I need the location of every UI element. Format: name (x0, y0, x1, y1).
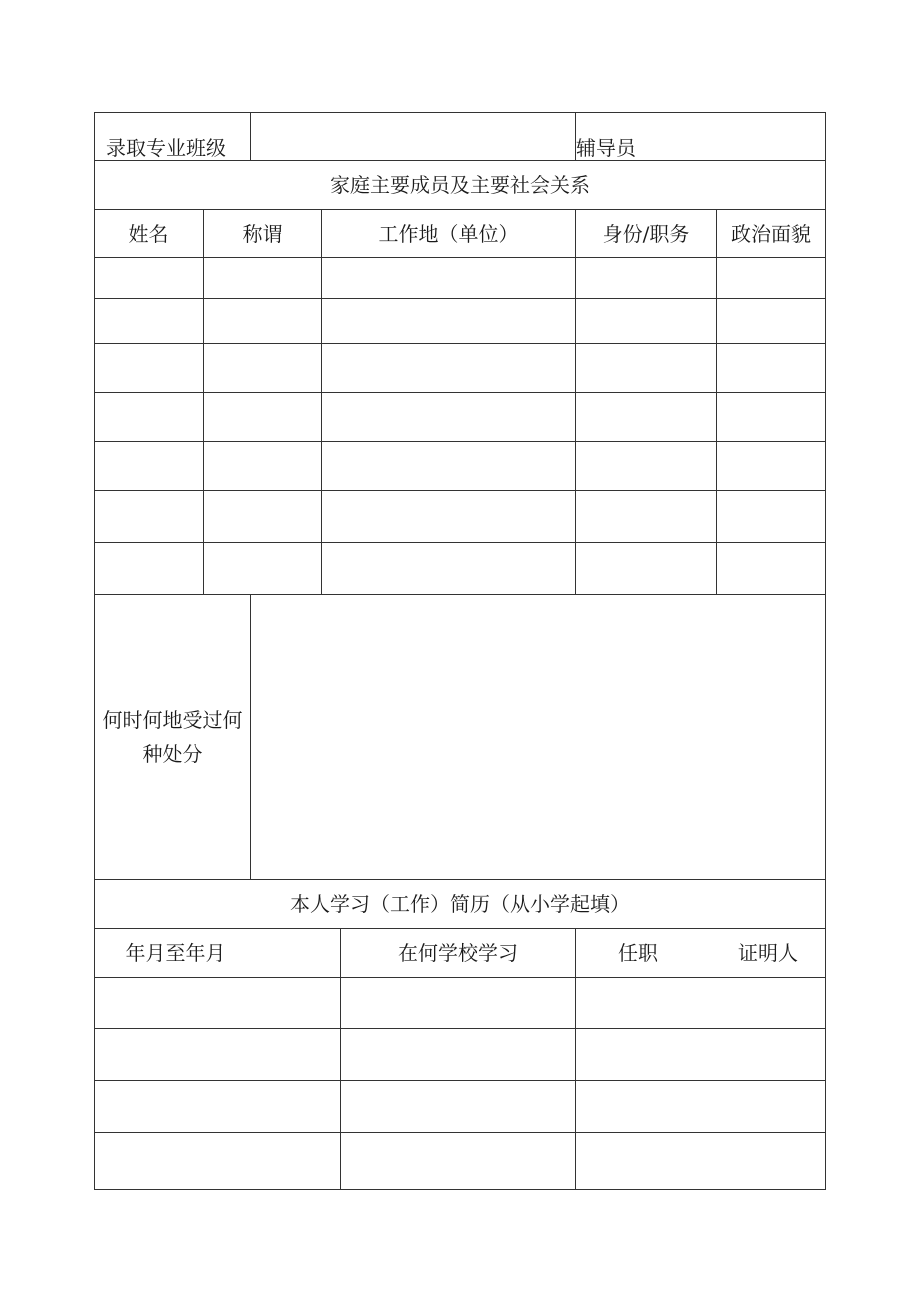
family-row-7-position[interactable] (576, 543, 716, 594)
counselor-field[interactable] (696, 112, 825, 160)
line (94, 1189, 826, 1190)
family-row-2-position[interactable] (576, 299, 716, 343)
family-row-7-workplace[interactable] (322, 543, 575, 594)
family-row-6-relation[interactable] (204, 491, 321, 542)
family-row-1-political-status[interactable] (717, 258, 825, 298)
resume-row-1-school[interactable] (341, 978, 575, 1028)
family-col-workplace: 工作地（单位） (378, 221, 519, 246)
family-row-2-name[interactable] (95, 299, 203, 343)
resume-col-role: 任职 (618, 941, 658, 965)
family-row-1-name[interactable] (95, 258, 203, 298)
resume-row-1-role-witness[interactable] (576, 978, 825, 1028)
family-col-political-status: 政治面貌 (731, 221, 811, 246)
major-class-label: 录取专业班级 (106, 136, 226, 160)
resume-row-4-role-witness[interactable] (576, 1133, 825, 1189)
family-row-5-name[interactable] (95, 442, 203, 490)
resume-row-4-period[interactable] (95, 1133, 340, 1189)
family-row-2-political-status[interactable] (717, 299, 825, 343)
family-row-5-relation[interactable] (204, 442, 321, 490)
family-section-title: 家庭主要成员及主要社会关系 (330, 173, 590, 197)
resume-col-school: 在何学校学习 (398, 941, 518, 965)
family-row-4-name[interactable] (95, 393, 203, 441)
family-row-6-political-status[interactable] (717, 491, 825, 542)
family-row-4-position[interactable] (576, 393, 716, 441)
counselor-label: 辅导员 (576, 136, 636, 160)
family-row-3-position[interactable] (576, 344, 716, 392)
family-row-3-name[interactable] (95, 344, 203, 392)
family-row-7-name[interactable] (95, 543, 203, 594)
resume-row-2-period[interactable] (95, 1029, 340, 1080)
line (825, 112, 826, 1190)
family-row-4-workplace[interactable] (322, 393, 575, 441)
family-row-5-workplace[interactable] (322, 442, 575, 490)
family-row-1-relation[interactable] (204, 258, 321, 298)
family-col-position: 身份/职务 (602, 221, 690, 246)
family-row-6-workplace[interactable] (322, 491, 575, 542)
family-col-relation: 称谓 (242, 221, 283, 246)
family-row-4-political-status[interactable] (717, 393, 825, 441)
family-col-name: 姓名 (128, 221, 169, 246)
family-row-3-relation[interactable] (204, 344, 321, 392)
resume-row-3-period[interactable] (95, 1081, 340, 1132)
resume-section-title: 本人学习（工作）简历（从小学起填） (290, 892, 630, 916)
family-row-5-political-status[interactable] (717, 442, 825, 490)
resume-row-1-period[interactable] (95, 978, 340, 1028)
punishment-label: 何时何地受过何种处分 (102, 708, 243, 766)
family-row-1-position[interactable] (576, 258, 716, 298)
family-row-7-political-status[interactable] (717, 543, 825, 594)
family-row-6-position[interactable] (576, 491, 716, 542)
family-row-2-relation[interactable] (204, 299, 321, 343)
punishment-field[interactable] (251, 595, 825, 879)
major-class-field[interactable] (251, 112, 575, 160)
family-row-1-workplace[interactable] (322, 258, 575, 298)
family-row-3-political-status[interactable] (717, 344, 825, 392)
resume-col-witness: 证明人 (738, 941, 798, 965)
family-row-7-relation[interactable] (204, 543, 321, 594)
family-row-6-name[interactable] (95, 491, 203, 542)
family-row-3-workplace[interactable] (322, 344, 575, 392)
family-row-2-workplace[interactable] (322, 299, 575, 343)
resume-row-2-role-witness[interactable] (576, 1029, 825, 1080)
resume-row-3-school[interactable] (341, 1081, 575, 1132)
resume-row-2-school[interactable] (341, 1029, 575, 1080)
resume-row-4-school[interactable] (341, 1133, 575, 1189)
resume-row-3-role-witness[interactable] (576, 1081, 825, 1132)
family-row-4-relation[interactable] (204, 393, 321, 441)
resume-col-period: 年月至年月 (125, 941, 226, 965)
family-row-5-position[interactable] (576, 442, 716, 490)
registration-form (94, 112, 826, 1190)
